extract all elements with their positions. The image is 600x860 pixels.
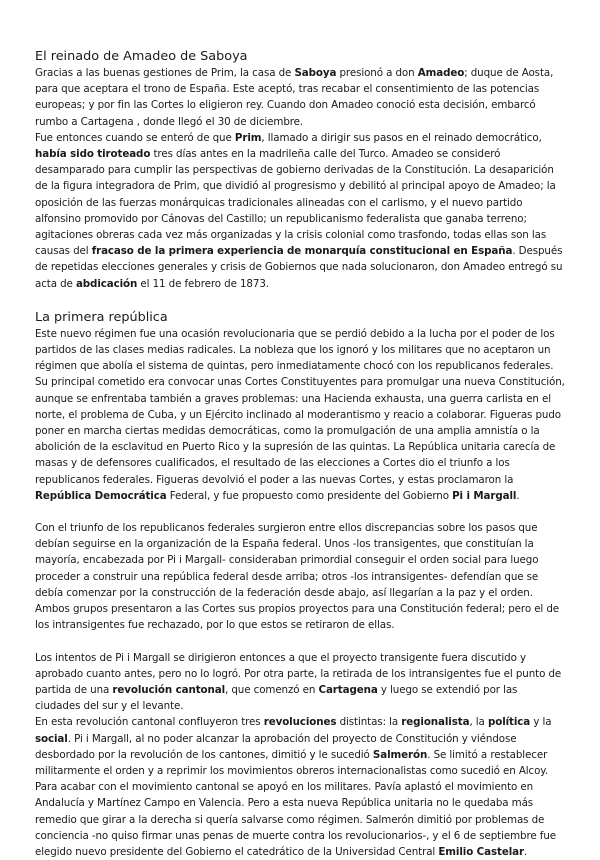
body-paragraph bbox=[35, 650, 565, 715]
body-paragraph bbox=[35, 520, 565, 633]
emphasis-text: abdicación bbox=[75, 277, 138, 290]
paragraph-spacer bbox=[35, 634, 565, 650]
emphasis-text: Pi i Margall bbox=[452, 489, 517, 502]
emphasis-text: Saboya bbox=[294, 67, 337, 79]
body-paragraph bbox=[35, 326, 565, 375]
text-run: . bbox=[523, 845, 528, 858]
text-run: tres días antes en la madrileña calle del Turco. Amadeo se consideró desamparado para cumplir las perspectivas de gobierno derivadas de la Constitución. La desaparición de la figura integradora de Prim, que dividió al progresismo y debilitó al principal apoyo de Amadeo; la oposición de las fuerzas monárquicas tradicionales alineadas con el carlismo, y el nuevo partido alfonsino promovido por Cánovas del Castillo; un republicanismo federalista que ganaba terreno; agitaciones obreras cada vez más organizadas y la crisis colonial como trasfondo, todas ellas son las causas del bbox=[35, 148, 556, 258]
text-run: Con el triunfo de los republicanos federales surgieron entre ellos discrepancias sobre los pasos que debían seguirse en la organización de la España federal. Unos -los transigentes, que constituían la mayoría, encabezada por Pi i Margall- consideraban primordial conseguir el orden social para luego proceder a construir una república federal desde arriba; otros -los intransigentes- defendían que se debía comenzar por la construcción de la federación desde abajo, así llegarían a la paz y el orden. Ambos grupos presentaron a las Cortes sus propios proyectos para una Constitución federal; pero el de los intransigentes fue rechazado, por lo que estos se retiraron de ellas. bbox=[35, 522, 560, 632]
emphasis-text: fracaso de la primera experiencia de monarquía constitucional en España bbox=[91, 245, 513, 258]
emphasis-text: política bbox=[487, 716, 531, 729]
text-run: Su principal cometido era convocar unas Cortes Constituyentes para promulgar una nueva Constitución, aunque se enfrentaba también a graves problemas: una Hacienda exhausta, una guerra carlista en el norte, el problema de Cuba, y un Ejército inclinado al moderantismo y reacio a colaborar. Figueras pudo poner en marcha ciertas medidas democráticas, como la promulgación de una amplia amnistía o la abolición de la esclavitud en Puerto Rico y la supresión de las quintas. La República unitaria carecía de masas y de defensores cualificados, el resultado de las elecciones a Cortes dio el triunfo a los republicanos federales. Figueras devolvió el poder a las nuevas Cortes, y estas proclamaron la bbox=[35, 376, 565, 486]
text-run: ; duque de Aosta, para que aceptara el trono de España. Este aceptó, tras recabar el consentimiento de las potencias europeas; y por fin las Cortes lo eligieron rey. Cuando don Amadeo conoció esta decisión, embarcó rumbo a Cartagena , donde llegó el 30 de diciembre. bbox=[35, 67, 554, 128]
emphasis-text: Prim bbox=[234, 131, 262, 144]
text-run: . Después de repetidas elecciones generales y crisis de Gobiernos que nada solucionaron, don Amadeo entregó su acta de bbox=[35, 245, 563, 290]
text-run: distintas: la bbox=[336, 716, 402, 729]
body-paragraph bbox=[35, 374, 565, 504]
text-run: En esta revolución cantonal confluyeron tres bbox=[35, 716, 264, 729]
text-run: el 11 de febrero de 1873. bbox=[137, 277, 269, 290]
body-paragraph bbox=[35, 65, 565, 130]
emphasis-text: revoluciones bbox=[263, 716, 337, 729]
text-run: , que comenzó en bbox=[225, 683, 319, 696]
text-run: y la bbox=[530, 716, 552, 729]
emphasis-text: regionalista bbox=[401, 716, 470, 729]
paragraph-spacer bbox=[35, 504, 565, 520]
text-run: Fue entonces cuando se enteró de que bbox=[35, 131, 235, 144]
body-paragraph bbox=[35, 130, 565, 292]
body-paragraph bbox=[35, 714, 565, 860]
text-run: y luego se extendió por las ciudades del sur y el levante. bbox=[35, 683, 518, 713]
text-run: Federal, y fue propuesto como presidente del Gobierno bbox=[166, 489, 453, 502]
emphasis-text: revolución cantonal bbox=[112, 683, 226, 696]
emphasis-text: Salmerón bbox=[372, 748, 428, 761]
section-spacer bbox=[35, 292, 565, 309]
text-run: . Se limitó a restablecer militarmente el orden y a reprimir los movimientos obreros internacionalistas como sucedió en Alcoy. Para acabar con el movimiento cantonal se apoyó en los militares. Pavía aplastó el movimiento en Andalucía y Martínez Campo en Valencia. Pero a esta nueva República unitaria no le quedaba más remedio que girar a la derecha si quería salvarse como régimen. Salmerón dimitió por problemas de conciencia -no quiso firmar unas penas de muerte contra los revolucionarios-, y el 6 de septiembre fue elegido nuevo presidente del Gobierno el catedrático de la Universidad Central bbox=[35, 748, 556, 858]
document-page bbox=[35, 48, 565, 860]
text-run: , la bbox=[469, 716, 488, 729]
text-run: Los intentos de Pi i Margall se dirigieron entonces a que el proyecto transigente fuera discutido y aprobado cuanto antes, pero no lo logró. Por otra parte, la retirada de los intransigentes fue el punto de partida de una bbox=[35, 651, 562, 696]
text-run: Este nuevo régimen fue una ocasión revolucionaria que se perdió debido a la lucha por el poder de los partidos de las clases medias radicales. La nobleza que los ignoró y los militares que no aceptaron un régimen que abolía el sistema de quintas, pero inmediatamente chocó con los republicanos federales. bbox=[35, 327, 555, 373]
emphasis-text: social bbox=[35, 732, 68, 745]
emphasis-text: Cartagena bbox=[318, 683, 378, 696]
emphasis-text: Amadeo bbox=[417, 67, 465, 79]
text-run: presionó a don bbox=[336, 67, 418, 79]
text-run: . bbox=[516, 489, 520, 502]
emphasis-text: había sido tiroteado bbox=[35, 148, 151, 161]
emphasis-text: Emilio Castelar bbox=[438, 845, 524, 858]
section-heading: El reinado de Amadeo de Saboya bbox=[35, 49, 248, 64]
text-run: . Pi i Margall, al no poder alcanzar la aprobación del proyecto de Constitución y viéndose desbordado por la revolución de los cantones, dimitió y le sucedió bbox=[35, 732, 517, 761]
text-run: , llamado a dirigir sus pasos en el reinado democrático, bbox=[261, 131, 542, 144]
section-heading: La primera república bbox=[35, 309, 168, 325]
text-run: Gracias a las buenas gestiones de Prim, la casa de bbox=[35, 67, 295, 79]
emphasis-text: República Democrática bbox=[35, 489, 167, 502]
